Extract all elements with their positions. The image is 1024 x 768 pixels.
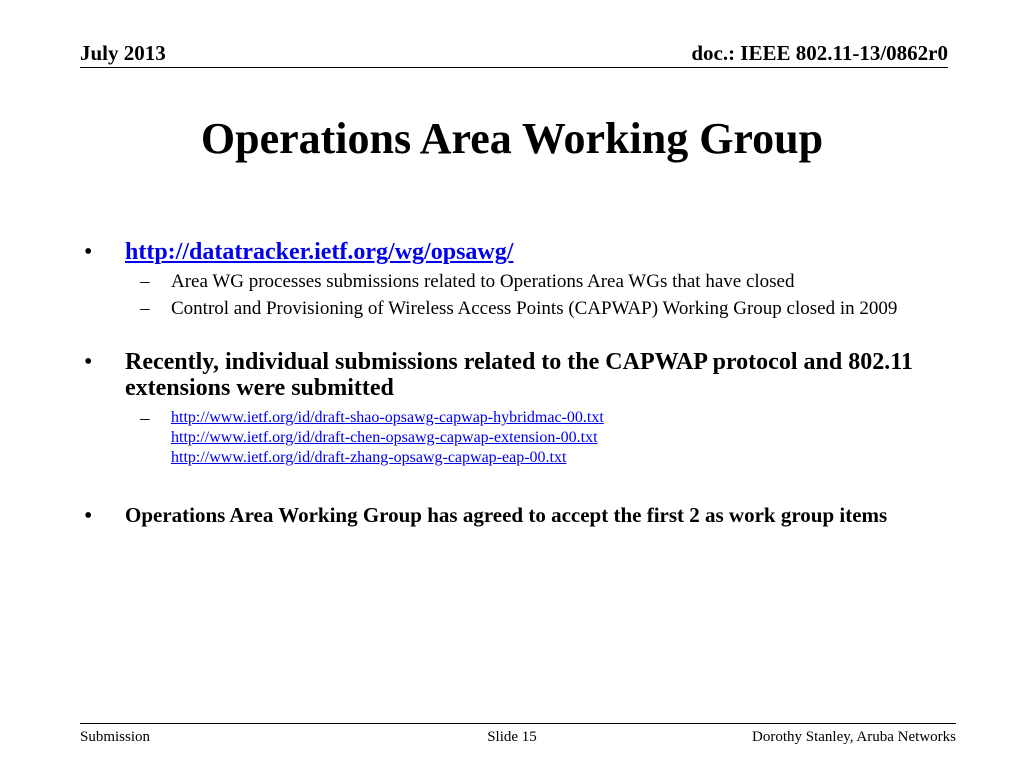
bullet-marker: • (84, 349, 93, 375)
footer-divider (80, 723, 956, 724)
slide-title: Operations Area Working Group (200, 114, 824, 163)
bullet-marker: • (84, 503, 93, 529)
header-divider (80, 67, 948, 68)
draft-link-extension[interactable]: http://www.ietf.org/id/draft-chen-opsawg-capwap-extension-00.txt (171, 429, 598, 446)
header-date: July 2013 (80, 41, 166, 65)
dash-marker: – (140, 271, 150, 292)
dash-marker: – (140, 298, 150, 319)
sub-bullet-2: Control and Provisioning of Wireless Access Points (CAPWAP) Working Group closed in 2009 (171, 298, 898, 319)
bullet-1-link[interactable] (125, 239, 945, 265)
footer-author: Dorothy Stanley, Aruba Networks (752, 729, 956, 745)
bullet-2-text: Recently, individual submissions related to the CAPWAP protocol and 802.11 extensions were submitted (125, 349, 913, 401)
draft-link-hybridmac[interactable]: http://www.ietf.org/id/draft-shao-opsawg-capwap-hybridmac-00.txt (171, 409, 604, 426)
draft-link-eap[interactable]: http://www.ietf.org/id/draft-zhang-opsawg-capwap-eap-00.txt (171, 449, 567, 466)
footer-slide-number: Slide 15 (487, 729, 537, 745)
header-doc-id: doc.: IEEE 802.11-13/0862r0 (691, 41, 948, 65)
bullet-3-text: Operations Area Working Group has agreed to accept the first 2 as work group items (125, 503, 888, 527)
sub-bullet-1: Area WG processes submissions related to Operations Area WGs that have closed (171, 271, 795, 292)
dash-marker: – (140, 408, 150, 429)
opsawg-link[interactable]: http://datatracker.ietf.org/wg/opsawg/ (125, 239, 514, 265)
footer-submission: Submission (80, 729, 151, 745)
bullet-marker: • (84, 239, 93, 265)
draft-links (171, 408, 951, 468)
